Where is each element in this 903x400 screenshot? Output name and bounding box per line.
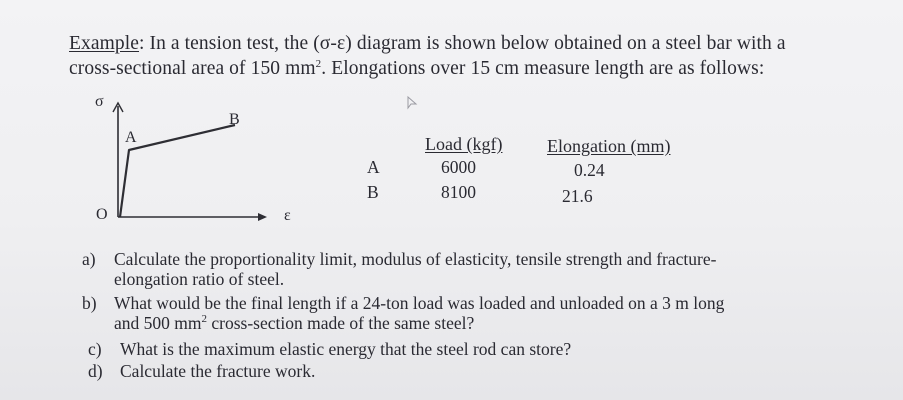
- question-b-text-2b: cross-section made of the same steel?: [207, 313, 475, 333]
- intro-text-2b: . Elongations over 15 cm measure length are as follows:: [321, 58, 765, 79]
- point-a-label: A: [125, 129, 137, 146]
- question-a: [82, 249, 882, 289]
- intro-text-2a: cross-sectional area of 150 mm: [69, 58, 316, 79]
- question-a-text-2: elongation ratio of steel.: [114, 269, 285, 289]
- question-d: [88, 361, 868, 383]
- row-b-elongation: 21.6: [562, 186, 593, 206]
- cursor-icon: [408, 97, 416, 108]
- question-d-text: Calculate the fracture work.: [120, 361, 316, 381]
- question-d-letter: d): [88, 361, 103, 381]
- point-b-label: B: [229, 111, 240, 128]
- question-a-letter: a): [82, 249, 96, 269]
- example-heading: Example: [69, 33, 140, 54]
- row-b-load: 8100: [441, 182, 476, 202]
- row-a-label: A: [367, 157, 380, 177]
- intro-superscript: 2: [315, 58, 322, 70]
- question-c-letter: c): [88, 339, 102, 359]
- question-b-superscript: 2: [201, 313, 207, 325]
- x-axis-arrowhead: [258, 213, 267, 221]
- question-b-letter: b): [82, 293, 97, 313]
- question-c-text: What is the maximum elastic energy that the steel rod can store?: [120, 339, 572, 359]
- question-c: [88, 339, 868, 361]
- intro-text-1: : In a tension test, the (σ-ε) diagram is shown below obtained on a steel bar with a: [139, 33, 786, 54]
- question-b-text-2: [114, 313, 474, 334]
- origin-label: O: [96, 206, 108, 223]
- x-axis-label: ε: [284, 207, 291, 224]
- header-load: Load (kgf): [425, 134, 503, 154]
- row-a-load: 6000: [441, 157, 476, 177]
- row-a-elongation: 0.24: [574, 160, 605, 180]
- row-b-label: B: [367, 182, 379, 202]
- header-elongation: Elongation (mm): [547, 136, 671, 156]
- question-b: [82, 293, 882, 333]
- stress-strain-curve: [120, 125, 235, 217]
- y-axis-label: σ: [95, 93, 104, 110]
- question-b-text-2a: and 500 mm: [114, 313, 202, 333]
- question-a-text-1: Calculate the proportionality limit, modulus of elasticity, tensile strength and fracture-: [114, 249, 717, 269]
- question-b-text-1: What would be the final length if a 24-ton load was loaded and unloaded on a 3 m long: [114, 293, 725, 313]
